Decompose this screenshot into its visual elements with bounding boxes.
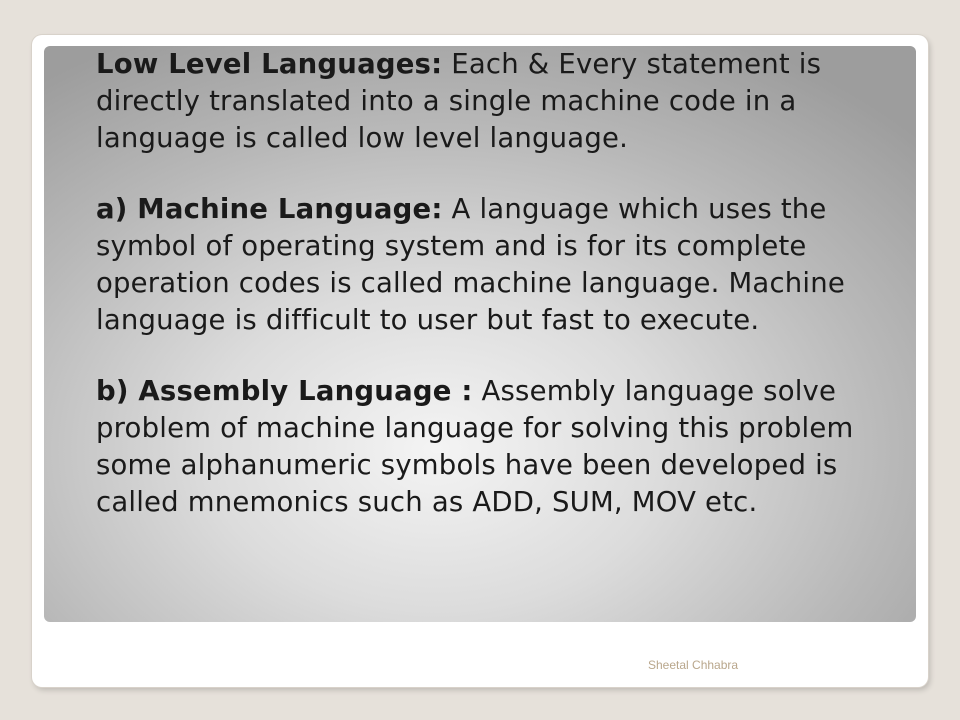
paragraph-low-level-languages	[96, 46, 896, 157]
slide-content	[96, 46, 896, 555]
text-assembly-language: Assembly language solve problem of machine language for solving this problem some alphanumeric symbols have been developed is called mnemonics such as ADD, SUM, MOV etc.	[96, 375, 854, 518]
paragraph-machine-language	[96, 191, 896, 339]
heading-assembly-language: b) Assembly Language :	[96, 375, 473, 407]
paragraph-assembly-language	[96, 373, 896, 521]
text-machine-language: A language which uses the symbol of operating system and is for its complete operation codes is called machine language. Machine language is difficult to user but fast to execute.	[96, 193, 845, 336]
footer-author: Sheetal Chhabra	[648, 658, 739, 672]
heading-machine-language: a) Machine Language:	[96, 193, 443, 225]
text-low-level-languages: Each & Every statement is directly translated into a single machine code in a language is called low level language.	[96, 48, 822, 154]
heading-low-level-languages: Low Level Languages:	[96, 48, 443, 80]
